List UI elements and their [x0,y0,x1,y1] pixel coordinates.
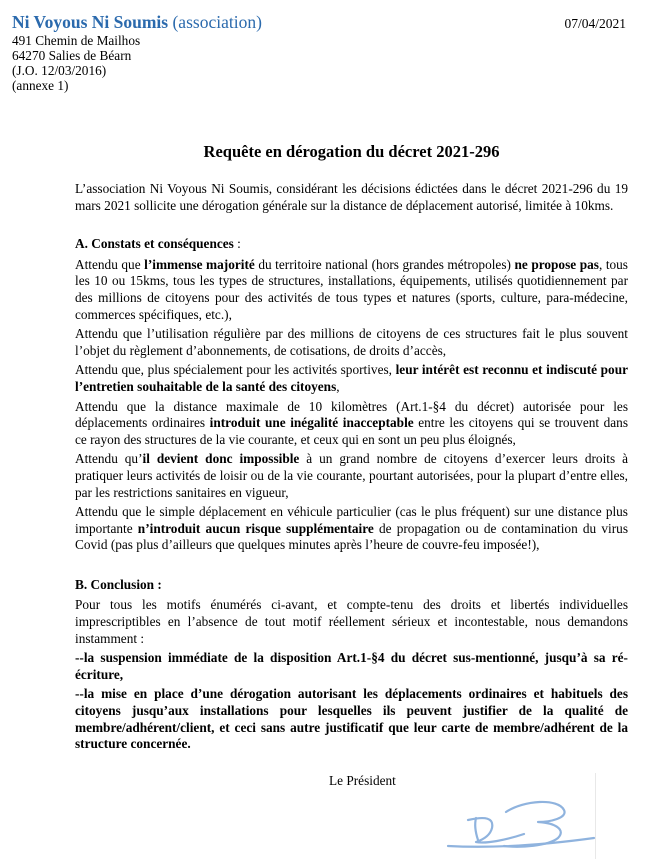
demand-2: --la mise en place d’une dérogation autorisant les déplacements ordinaires et habituels des citoyens jusqu’aux installations pour lesquelles ils peuvent justifier de la qualité de membre/adhérent/client, et ceci sans autre justificatif que leur carte de membre/adhérent de la structure concernée. [75,686,628,752]
paragraph-a6-bold-1: n’introduit aucun risque supplémentaire [137,520,374,536]
section-a-title [75,236,628,253]
letter-date: 07/04/2021 [564,16,626,31]
paragraph-a3-bold-1: leur intérêt est reconnu et indiscuté pour l’entretien souhaitable de la santé des citoyens [75,362,628,394]
section-spacer [75,557,628,577]
annex-reference: (annexe 1) [12,78,69,93]
paragraph-a6-text-1: Attendu que le simple déplacement en véhicule particulier (cas le plus fréquent) sur une distance plus importante [75,504,628,536]
paragraph-a1-text-2: du territoire national (hors grandes métropoles) [254,256,515,272]
demand-1: --la suspension immédiate de la disposition Art.1-§4 du décret sus-mentionné, jusqu’à sa ré-écriture, [75,650,628,682]
address-line-1: 491 Chemin de Mailhos [12,33,141,48]
paragraph-a1-bold-1: l’immense majorité [144,256,255,272]
paragraph-a4-text-2: entre les citoyens qui se trouvent dans ce rayon des structures de la vie courante, et ceux qui en sont un peu plus éloignés, [75,415,628,447]
jo-reference: (J.O. 12/03/2016) [12,63,107,78]
paragraph-a1-text-3: , tous les 10 ou 15kms, tous les types de structures, installations, équipements, utilisés quotidiennement par des millions de citoyens pour des activités de tous types et natures (sports, culture, para-médecine, commerces spécifiques, etc.), [75,256,628,322]
paragraph-a1 [75,257,628,323]
paragraph-a2: Attendu que l’utilisation régulière par des millions de citoyens de ces structures fait le plus souvent l’objet du règlement d’abonnements, de cotisations, de droits d’accès, [75,326,628,358]
section-b-title: B. Conclusion : [75,576,162,592]
paragraph-a6-text-2: de propagation ou de contamination du virus Covid (pas plus d’ailleurs que quelques minutes après l’heure de couvre-feu imposée!), [75,520,628,553]
paragraph-a4-bold-1: introduit une inégalité inacceptable [209,415,414,431]
paragraph-a4 [75,399,628,449]
association-suffix: (association) [168,12,262,32]
section-a-title-colon: : [233,236,241,252]
signature-image [446,790,596,850]
paragraph-a1-bold-2: ne propose pas [514,256,599,272]
section-a-title-text: A. Constats et conséquences [75,236,234,252]
paragraph-a6 [75,504,628,554]
paragraph-b1: Pour tous les motifs énumérés ci-avant, et compte-tenu des droits et libertés individuelles imprescriptibles en l’absence de tout motif réellement sérieux et incontestable, nous demandons instamment : [75,597,628,646]
letterhead-top-line [12,12,626,33]
association-name [12,12,262,33]
paragraph-a1-text-1: Attendu que [75,256,145,272]
paragraph-a3 [75,362,628,395]
paragraph-a5-text-1: Attendu qu’ [75,451,143,467]
paragraph-a5-bold-1: il devient donc impossible [142,451,300,467]
paragraph-a3-text-2: , [336,378,340,394]
paragraph-a3-text-1: Attendu que, plus spécialement pour les activités sportives, [75,362,396,378]
intro-paragraph: L’association Ni Voyous Ni Soumis, considérant les décisions édictées dans le décret 2021-296 du 19 mars 2021 sollicite une dérogation générale sur la distance de déplacement autorisé, limitée à 10kms. [75,181,628,213]
signature-label: Le Président [329,773,396,788]
letterhead [12,12,626,93]
association-name-bold: Ni Voyous Ni Soumis [12,12,169,32]
document-title: Requête en dérogation du décret 2021-296 [203,142,500,161]
paragraph-a5 [75,451,628,501]
address-line-2: 64270 Salies de Béarn [12,48,132,63]
paragraph-a5-text-2: à un grand nombre de citoyens d’exercer leurs droits à pratiquer leurs activités de loisir ou de la vie courante, pourtant autorisées, pour la plupart d’entre elles, par les restrictions sanitaires en vigueur, [75,451,628,500]
paragraph-a4-text-1: Attendu que la distance maximale de 10 kilomètres (Art.1-§4 du décret) autorisée pour les déplacements ordinaires [75,398,628,431]
document-body [75,181,628,756]
